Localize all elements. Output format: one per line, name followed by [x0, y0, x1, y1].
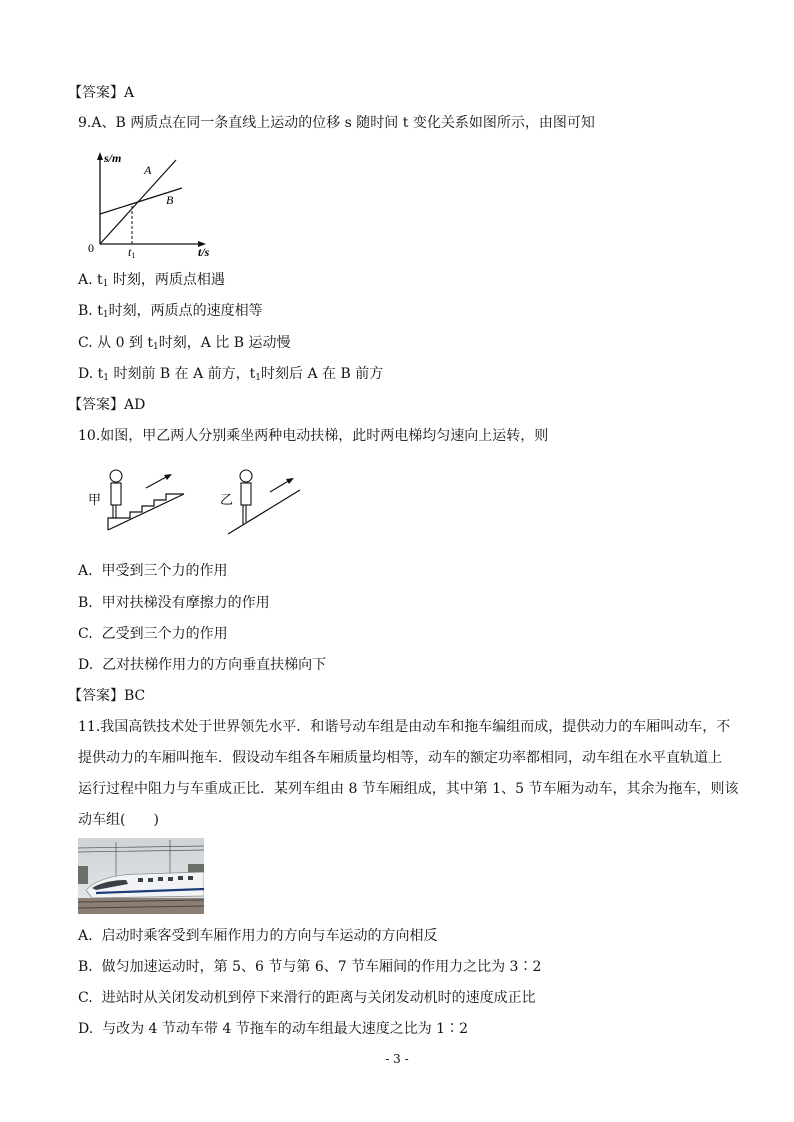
person-yi-label: 乙 — [220, 493, 234, 508]
q10-option-c: C. 乙受到三个力的作用 — [78, 626, 228, 642]
stair-velocity-arrow — [146, 476, 168, 488]
q11-option-c: C. 进站时从关闭发动机到停下来滑行的距离与关闭发动机时的速度成正比 — [78, 990, 536, 1006]
answer-q8 — [68, 84, 134, 102]
y-axis-arrow — [97, 152, 103, 160]
displacement-time-graph — [86, 148, 216, 260]
q9-option-a: A. $t_1$ 时刻，两质点相遇 — [78, 272, 225, 289]
q11-option-b: B. 做匀加速运动时，第 5、6 节与第 6、7 节车厢间的作用力之比为 3∶2 — [78, 959, 542, 975]
q9-option-c: C. 从 0 到 $t_1$时刻，A 比 B 运动慢 — [78, 335, 291, 352]
q11-option-a: A. 启动时乘客受到车厢作用力的方向与车运动的方向相反 — [78, 928, 438, 944]
q11-option-d: D. 与改为 4 节动车带 4 节拖车的动车组最大速度之比为 1∶2 — [78, 1021, 468, 1037]
question-11-stem-line-2: 提供动力的车厢叫拖车．假设动车组各车厢质量均相等，动车的额定功率都相同，动车组在水平直轨道上 — [78, 750, 722, 766]
question-11-stem-line-1: 11.我国高铁技术处于世界领先水平．和谐号动车组是由动车和拖车编组而成，提供动力的车厢叫动车，不 — [78, 719, 731, 735]
person-jia — [110, 470, 122, 518]
question-10-stem: 10.如图，甲乙两人分别乘坐两种电动扶梯，此时两电梯均匀速向上运转，则 — [78, 428, 549, 444]
q10-option-b: B. 甲对扶梯没有摩擦力的作用 — [78, 595, 270, 611]
stair-escalator-base — [108, 494, 184, 530]
line-b-label: B — [166, 193, 174, 207]
escalator-figure — [86, 466, 306, 536]
q10-option-d: D. 乙对扶梯作用力的方向垂直扶梯向下 — [78, 657, 327, 673]
person-jia-label: 甲 — [88, 493, 102, 508]
answer-value: A — [124, 85, 135, 101]
page-number: - 3 - — [385, 1052, 409, 1066]
incline-arrow-head — [286, 478, 294, 484]
answer-label: 【答案】 — [68, 85, 124, 101]
answer-q10: 【答案】BC — [68, 688, 146, 704]
question-11-stem-line-3: 运行过程中阻力与车重成正比．某列车组由 8 节车厢组成，其中第 1、5 节车厢为动车，其余为拖车，则该 — [78, 781, 739, 797]
q9-option-b: B. $t_1$时刻，两质点的速度相等 — [78, 303, 263, 320]
person-yi — [240, 470, 252, 524]
high-speed-train-photo — [78, 838, 204, 914]
inclined-escalator — [228, 490, 300, 534]
t1-tick-label: t1 — [128, 245, 136, 260]
x-axis-label: t/s — [198, 245, 210, 259]
line-a-label: A — [144, 163, 152, 177]
origin-label: 0 — [88, 241, 94, 255]
q10-option-a: A. 甲受到三个力的作用 — [78, 563, 228, 579]
question-11-stem-line-4: 动车组( ) — [78, 812, 159, 828]
answer-q9: 【答案】AD — [68, 397, 146, 413]
q9-option-d: D. $t_1$ 时刻前 B 在 A 前方，$t_1$时刻后 A 在 B 前方 — [78, 366, 384, 383]
question-9-stem: 9.A、B 两质点在同一条直线上运动的位移 s 随时间 t 变化关系如图所示，由图可知 — [78, 115, 595, 131]
y-axis-label: s/m — [104, 151, 122, 165]
incline-velocity-arrow — [270, 480, 290, 492]
